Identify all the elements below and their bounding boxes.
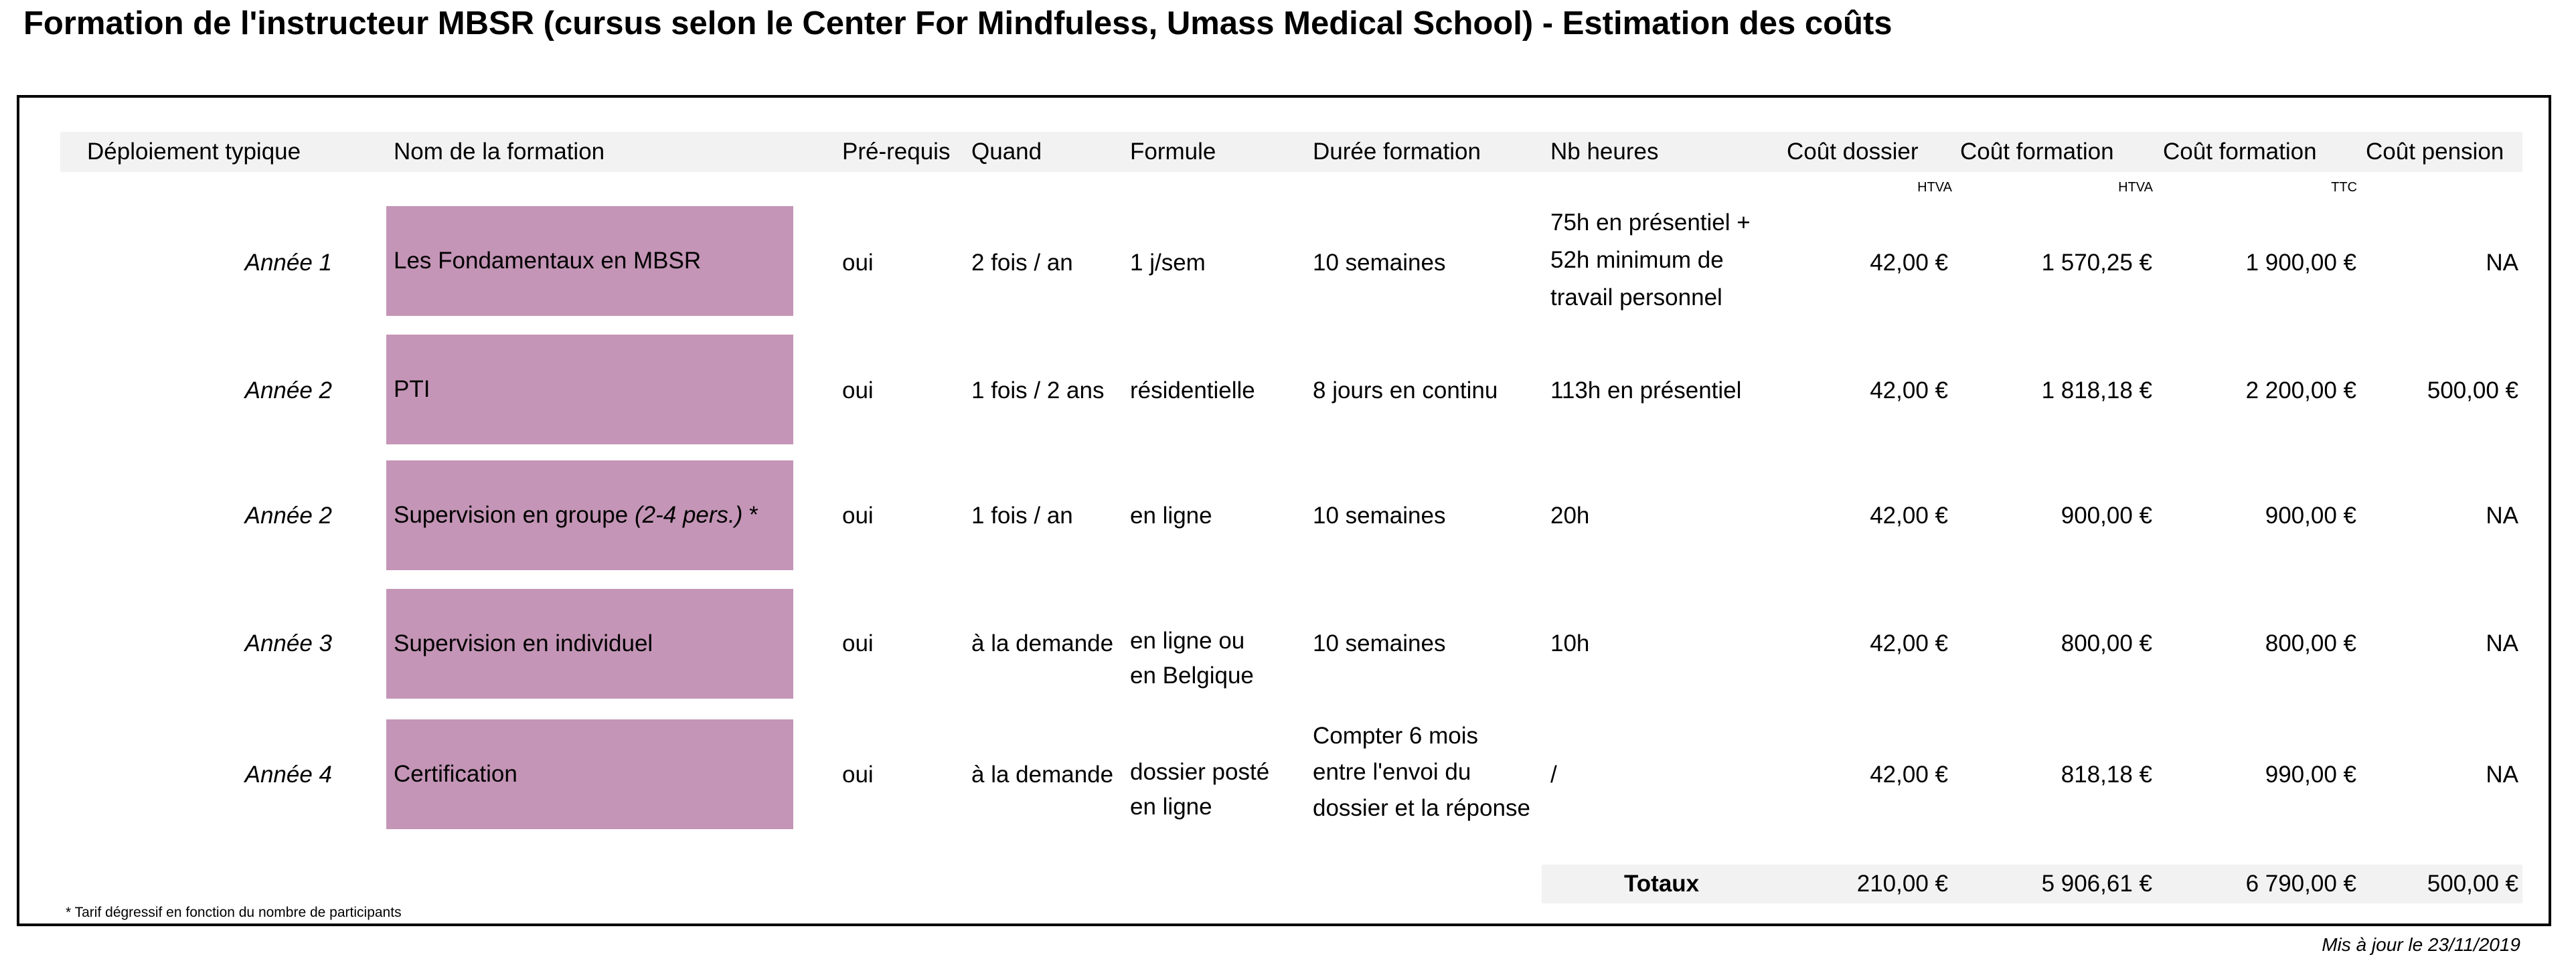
row-prerequis: oui — [842, 503, 874, 529]
row-duree: 10 semaines — [1313, 503, 1446, 529]
row-duree-line3: dossier et la réponse — [1313, 795, 1530, 821]
row-duree-line2: entre l'envoi du — [1313, 759, 1471, 785]
header-quand: Quand — [971, 139, 1042, 165]
row-formule-line1: en ligne ou — [1130, 628, 1245, 654]
row-duree: 10 semaines — [1313, 630, 1446, 656]
formation-name-main: Supervision en groupe — [394, 502, 629, 528]
row-year: Année 3 — [244, 630, 332, 656]
row-quand: à la demande — [971, 762, 1114, 788]
header-duree: Durée formation — [1313, 139, 1481, 165]
header-heures: Nb heures — [1550, 139, 1659, 165]
subheader-cout-formation-htva: HTVA — [2118, 180, 2153, 195]
row-year: Année 2 — [244, 503, 332, 529]
footnote-marker: * — [749, 502, 758, 528]
row-prerequis: oui — [842, 630, 874, 656]
row-heures: 113h en présentiel — [1550, 377, 1742, 404]
row-cout-formation-htva: 1 570,25 € — [2041, 250, 2152, 276]
formation-name-box — [386, 589, 793, 699]
row-cout-formation-htva: 900,00 € — [2061, 503, 2152, 529]
total-cout-formation-htva: 5 906,61 € — [2041, 871, 2152, 897]
total-cout-pension: 500,00 € — [2427, 871, 2518, 897]
row-cout-pension: NA — [2486, 503, 2518, 529]
row-quand: à la demande — [971, 630, 1114, 656]
header-cout-dossier: Coût dossier — [1787, 139, 1919, 165]
row-cout-formation-ttc: 990,00 € — [2265, 762, 2356, 788]
row-cout-pension: NA — [2486, 762, 2518, 788]
row-cout-dossier: 42,00 € — [1870, 377, 1948, 404]
row-cout-pension: NA — [2486, 630, 2518, 656]
row-heures: 20h — [1550, 503, 1590, 529]
row-cout-formation-htva: 818,18 € — [2061, 762, 2152, 788]
row-cout-pension: 500,00 € — [2427, 377, 2518, 404]
header-deploiement: Déploiement typique — [87, 139, 301, 165]
row-cout-pension: NA — [2486, 250, 2518, 276]
row-cout-dossier: 42,00 € — [1870, 762, 1948, 788]
row-year: Année 4 — [244, 762, 332, 788]
formation-name-box — [386, 460, 793, 570]
row-year: Année 2 — [244, 377, 332, 404]
subheader-cout-formation-ttc: TTC — [2331, 180, 2357, 195]
row-cout-dossier: 42,00 € — [1870, 250, 1948, 276]
header-cout-formation-ttc: Coût formation — [2163, 139, 2317, 165]
updated-date: Mis à jour le 23/11/2019 — [2322, 934, 2520, 955]
formation-name-box — [386, 719, 793, 829]
header-formule: Formule — [1130, 139, 1216, 165]
row-prerequis: oui — [842, 377, 874, 404]
row-formule: résidentielle — [1130, 377, 1255, 404]
header-cout-pension: Coût pension — [2366, 139, 2504, 165]
row-heures-line1: 75h en présentiel + — [1550, 209, 1751, 236]
formation-name: Les Fondamentaux en MBSR — [394, 248, 702, 274]
total-cout-formation-ttc: 6 790,00 € — [2245, 871, 2356, 897]
row-heures-line3: travail personnel — [1550, 284, 1722, 311]
row-quand: 2 fois / an — [971, 250, 1073, 276]
subheader-cout-dossier: HTVA — [1917, 180, 1952, 195]
formation-name-box — [386, 335, 793, 444]
row-formule-line2: en ligne — [1130, 794, 1212, 820]
row-year: Année 1 — [244, 250, 332, 276]
totals-label: Totaux — [1624, 871, 1700, 897]
row-formule-line2: en Belgique — [1130, 663, 1254, 689]
formation-name: Supervision en individuel — [394, 630, 653, 656]
row-cout-formation-ttc: 900,00 € — [2265, 503, 2356, 529]
formation-name-note: (2-4 pers.) — [634, 502, 743, 528]
row-cout-formation-htva: 1 818,18 € — [2041, 377, 2152, 404]
row-duree: 8 jours en continu — [1313, 377, 1498, 404]
row-duree: 10 semaines — [1313, 250, 1446, 276]
row-cout-dossier: 42,00 € — [1870, 630, 1948, 656]
header-prerequis: Pré-requis — [842, 139, 951, 165]
row-quand: 1 fois / an — [971, 503, 1073, 529]
row-formule-line1: dossier posté — [1130, 759, 1270, 785]
header-cout-formation-htva: Coût formation — [1960, 139, 2114, 165]
formation-name: Certification — [394, 761, 517, 787]
row-heures-line2: 52h minimum de — [1550, 247, 1724, 273]
page-title: Formation de l'instructeur MBSR (cursus selon le Center For Mindfuless, Umass Medical School) - Estimation des coûts — [23, 5, 1893, 41]
row-prerequis: oui — [842, 762, 874, 788]
row-formule: en ligne — [1130, 503, 1212, 529]
row-cout-formation-htva: 800,00 € — [2061, 630, 2152, 656]
footnote: * Tarif dégressif en fonction du nombre de participants — [66, 905, 402, 920]
row-prerequis: oui — [842, 250, 874, 276]
row-cout-formation-ttc: 1 900,00 € — [2245, 250, 2356, 276]
row-heures: 10h — [1550, 630, 1590, 656]
row-heures: / — [1550, 762, 1557, 788]
row-cout-formation-ttc: 800,00 € — [2265, 630, 2356, 656]
formation-name-box — [386, 206, 793, 316]
row-duree-line1: Compter 6 mois — [1313, 723, 1479, 749]
formation-name — [394, 498, 758, 533]
total-cout-dossier: 210,00 € — [1856, 871, 1948, 897]
header-nom: Nom de la formation — [394, 139, 605, 165]
row-cout-dossier: 42,00 € — [1870, 503, 1948, 529]
row-formule: 1 j/sem — [1130, 250, 1206, 276]
row-quand: 1 fois / 2 ans — [971, 377, 1105, 404]
formation-name: PTI — [394, 376, 430, 402]
row-cout-formation-ttc: 2 200,00 € — [2245, 377, 2356, 404]
